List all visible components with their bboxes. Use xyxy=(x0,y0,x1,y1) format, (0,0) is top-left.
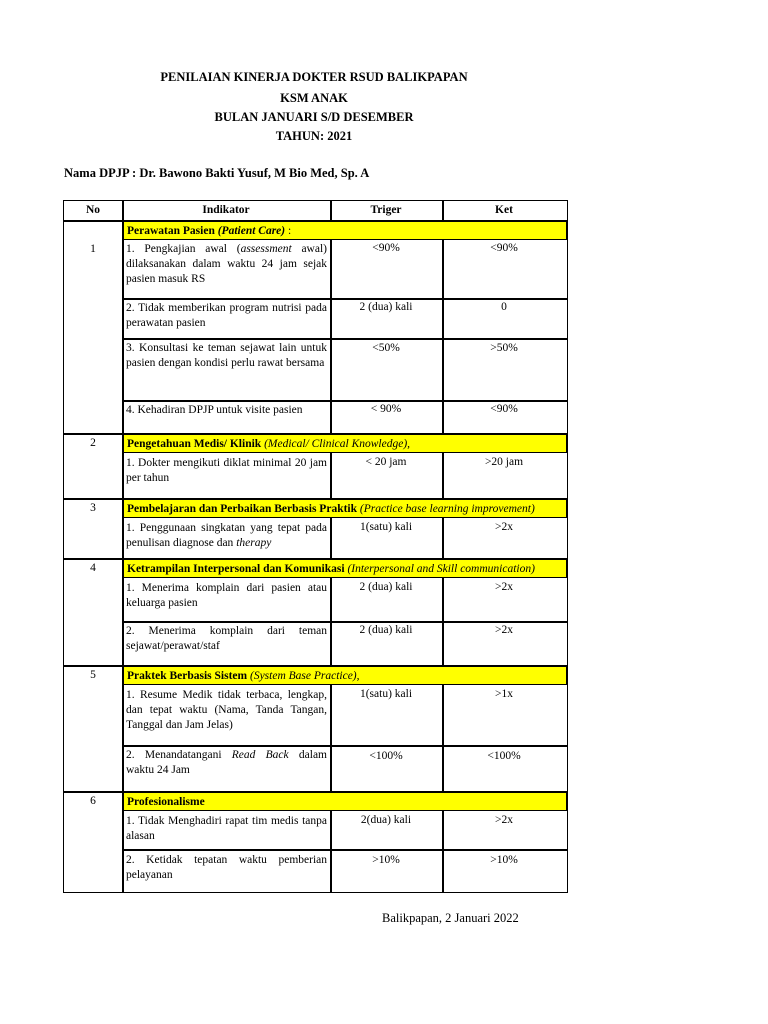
row-number: 4 xyxy=(90,562,96,574)
indicator-pre: 2. Ketidak tepatan waktu pemberian pelayanan xyxy=(126,854,327,881)
indicator-text xyxy=(123,686,330,735)
row-number: 5 xyxy=(90,669,96,681)
indicator-pre: 2. Menandatangani xyxy=(126,749,232,761)
indicator-text xyxy=(123,454,330,488)
section-title-text: Pembelajaran dan Perbaikan Berbasis Praktik xyxy=(127,503,358,515)
triger-value: 2 (dua) kali xyxy=(359,581,413,593)
indicator-em: therapy xyxy=(236,537,272,549)
section-title-suffix: : xyxy=(285,225,292,237)
triger-value: <50% xyxy=(372,342,400,354)
indicator-text xyxy=(123,851,330,885)
indicator-pre: 1. Dokter mengikuti diklat minimal 20 jam per tahun xyxy=(126,457,327,484)
triger-value: 2 (dua) kali xyxy=(359,624,413,636)
row-number: 2 xyxy=(90,437,96,449)
ket-value: >10% xyxy=(490,854,518,866)
triger-value: >10% xyxy=(372,854,400,866)
section-title-text: Pengetahuan Medis/ Klinik xyxy=(127,438,262,450)
column-header-indikator: Indikator xyxy=(202,204,250,216)
section-title-italic: (Interpersonal and Skill communication) xyxy=(344,563,535,575)
section-title-practice-learning xyxy=(123,499,567,518)
section-title-professionalism xyxy=(123,792,567,811)
department-title: KSM ANAK xyxy=(280,91,348,105)
row-number: 1 xyxy=(90,243,96,255)
indicator-text xyxy=(123,746,330,780)
indicator-pre: 1. Penggunaan singkatan yang tepat pada penulisan diagnose dan xyxy=(126,522,327,549)
indicator-pre: 2. Menerima komplain dari teman sejawat/perawat/staf xyxy=(126,625,327,652)
indicator-post: awal) dilaksanakan dalam waktu 24 jam sejak pasien masuk RS xyxy=(126,243,327,285)
ket-value: <90% xyxy=(490,242,518,254)
column-header-ket: Ket xyxy=(495,204,513,216)
indicator-text xyxy=(123,579,330,613)
indicator-pre: 2. Tidak memberikan program nutrisi pada perawatan pasien xyxy=(126,302,327,329)
triger-value: <100% xyxy=(369,750,403,762)
indicator-pre: 4. Kehadiran DPJP untuk visite pasien xyxy=(126,404,303,416)
section-title-medical-knowledge xyxy=(123,434,567,453)
ket-value: >1x xyxy=(495,688,513,700)
triger-value: < 20 jam xyxy=(365,456,407,468)
performance-table xyxy=(63,200,568,893)
section-title-italic: (Practice base learning improvement) xyxy=(357,503,535,515)
row-number: 6 xyxy=(90,795,96,807)
section-title-italic: (System Base Practice), xyxy=(247,670,360,682)
indicator-text xyxy=(123,622,330,656)
indicator-pre: 1. Tidak Menghadiri rapat tim medis tanpa alasan xyxy=(126,815,327,842)
triger-value: 1(satu) kali xyxy=(359,521,413,533)
indicator-pre: 1. Pengkajian awal ( xyxy=(126,243,241,255)
ket-value: >2x xyxy=(495,581,513,593)
section-title-system-practice xyxy=(123,666,567,685)
section-title-text: Ketrampilan Interpersonal dan Komunikasi xyxy=(127,563,345,575)
indicator-pre: 3. Konsultasi ke teman sejawat lain untuk pasien dengan kondisi perlu rawat bersama xyxy=(126,342,327,369)
section-title-patient-care xyxy=(123,221,567,240)
indicator-text xyxy=(123,401,330,420)
indicator-text xyxy=(123,519,330,553)
section-title-text: Praktek Berbasis Sistem xyxy=(127,670,248,682)
indicator-post: dalam waktu 24 Jam xyxy=(126,749,327,776)
section-title-text: Profesionalisme xyxy=(127,796,205,808)
row-number: 3 xyxy=(90,502,96,514)
indicator-pre: 1. Resume Medik tidak terbaca, lengkap, dan tepat waktu (Nama, Tanda Tangan, Tanggal dan Jam Jelas) xyxy=(126,689,327,731)
triger-value: <90% xyxy=(372,242,400,254)
ket-value: 0 xyxy=(501,301,507,313)
year-title: TAHUN: 2021 xyxy=(275,129,353,143)
section-title-interpersonal xyxy=(123,559,567,578)
indicator-pre: 1. Menerima komplain dari pasien atau keluarga pasien xyxy=(126,582,327,609)
triger-value: 1(satu) kali xyxy=(359,688,413,700)
indicator-text xyxy=(123,240,330,289)
indicator-text xyxy=(123,299,330,333)
report-title: PENILAIAN KINERJA DOKTER RSUD BALIKPAPAN xyxy=(160,70,468,84)
ket-value: >2x xyxy=(495,814,513,826)
column-header-no: No xyxy=(85,204,101,216)
triger-value: < 90% xyxy=(370,403,402,415)
ket-value: <100% xyxy=(487,750,521,762)
section-title-italic: (Patient Care) xyxy=(217,225,286,237)
signature-date: Balikpapan, 2 Januari 2022 xyxy=(382,911,519,925)
indicator-em: assessment xyxy=(240,243,292,255)
section-title-text: Perawatan Pasien xyxy=(127,225,215,237)
ket-value: >20 jam xyxy=(484,456,524,468)
dpjp-name: Nama DPJP : Dr. Bawono Bakti Yusuf, M Bio Med, Sp. A xyxy=(64,166,370,180)
indicator-em: Read Back xyxy=(231,749,289,761)
ket-value: <90% xyxy=(490,403,518,415)
column-header-triger: Triger xyxy=(370,204,402,216)
indicator-text xyxy=(123,812,330,846)
triger-value: 2(dua) kali xyxy=(360,814,412,826)
period-title: BULAN JANUARI S/D DESEMBER xyxy=(214,110,414,124)
ket-value: >2x xyxy=(495,624,513,636)
indicator-text xyxy=(123,339,330,373)
section-title-italic: (Medical/ Clinical Knowledge), xyxy=(261,438,411,450)
ket-value: >2x xyxy=(495,521,513,533)
ket-value: >50% xyxy=(490,342,518,354)
triger-value: 2 (dua) kali xyxy=(359,301,413,313)
